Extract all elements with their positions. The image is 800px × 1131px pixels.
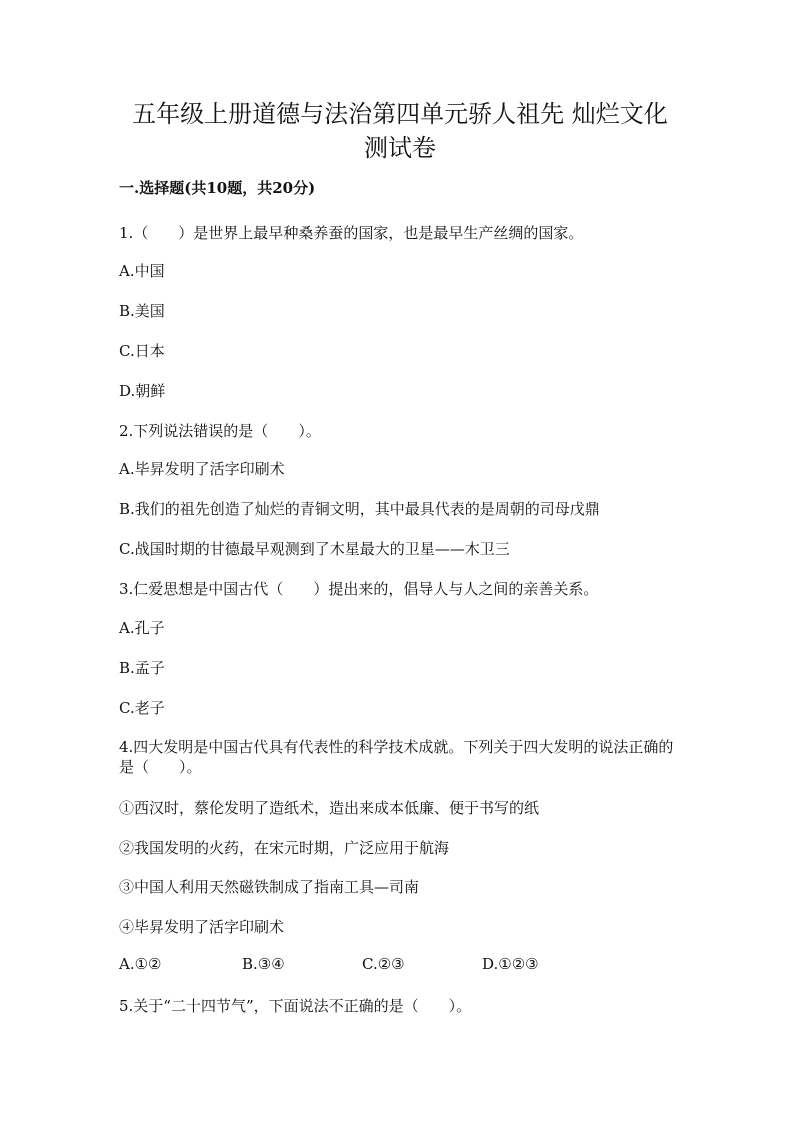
q4-option-d: D.①②③ <box>482 955 539 973</box>
q4-options-row <box>119 955 679 975</box>
q3-option-c: C.老子 <box>119 699 165 717</box>
q4-option-b: B.③④ <box>242 955 285 973</box>
q4-statement-2: ②我国发明的火药，在宋元时期，广泛应用于航海 <box>119 839 450 857</box>
question-2-stem: 2.下列说法错误的是（ ）。 <box>119 422 321 440</box>
q4-option-a: A.①② <box>119 955 162 973</box>
question-4-stem: 4.四大发明是中国古代具有代表性的科学技术成就。下列关于四大发明的说法正确的是（ ）。 <box>119 738 674 776</box>
q1-option-b: B.美国 <box>119 302 165 320</box>
question-5-stem: 5.关于“二十四节气”，下面说法不正确的是（ ）。 <box>119 997 472 1015</box>
q1-option-c: C.日本 <box>119 342 165 360</box>
q1-option-a: A.中国 <box>119 262 165 280</box>
section-heading: 一.选择题(共10题，共20分) <box>119 179 316 197</box>
q4-statement-1: ①西汉时，蔡伦发明了造纸术，造出来成本低廉、便于书写的纸 <box>119 799 540 817</box>
q1-option-d: D.朝鲜 <box>119 382 166 400</box>
q3-option-b: B.孟子 <box>119 659 165 677</box>
q2-option-c: C.战国时期的甘德最早观测到了木星最大的卫星——木卫三 <box>119 540 510 558</box>
exam-title-line2: 测试卷 <box>364 134 436 162</box>
question-1-stem: 1.（ ）是世界上最早种桑养蚕的国家，也是最早生产丝绸的国家。 <box>119 224 584 242</box>
q4-option-c: C.②③ <box>362 955 405 973</box>
q2-option-a: A.毕昇发明了活字印刷术 <box>119 460 285 478</box>
question-3-stem: 3.仁爱思想是中国古代（ ）提出来的，倡导人与人之间的亲善关系。 <box>119 580 599 598</box>
exam-title-line1: 五年级上册道德与法治第四单元骄人祖先 灿烂文化 <box>132 100 668 128</box>
q4-statement-3: ③中国人利用天然磁铁制成了指南工具—司南 <box>119 878 420 896</box>
q2-option-b: B.我们的祖先创造了灿烂的青铜文明，其中最具代表的是周朝的司母戊鼎 <box>119 500 600 518</box>
q3-option-a: A.孔子 <box>119 619 165 637</box>
q4-statement-4: ④毕昇发明了活字印刷术 <box>119 918 285 936</box>
